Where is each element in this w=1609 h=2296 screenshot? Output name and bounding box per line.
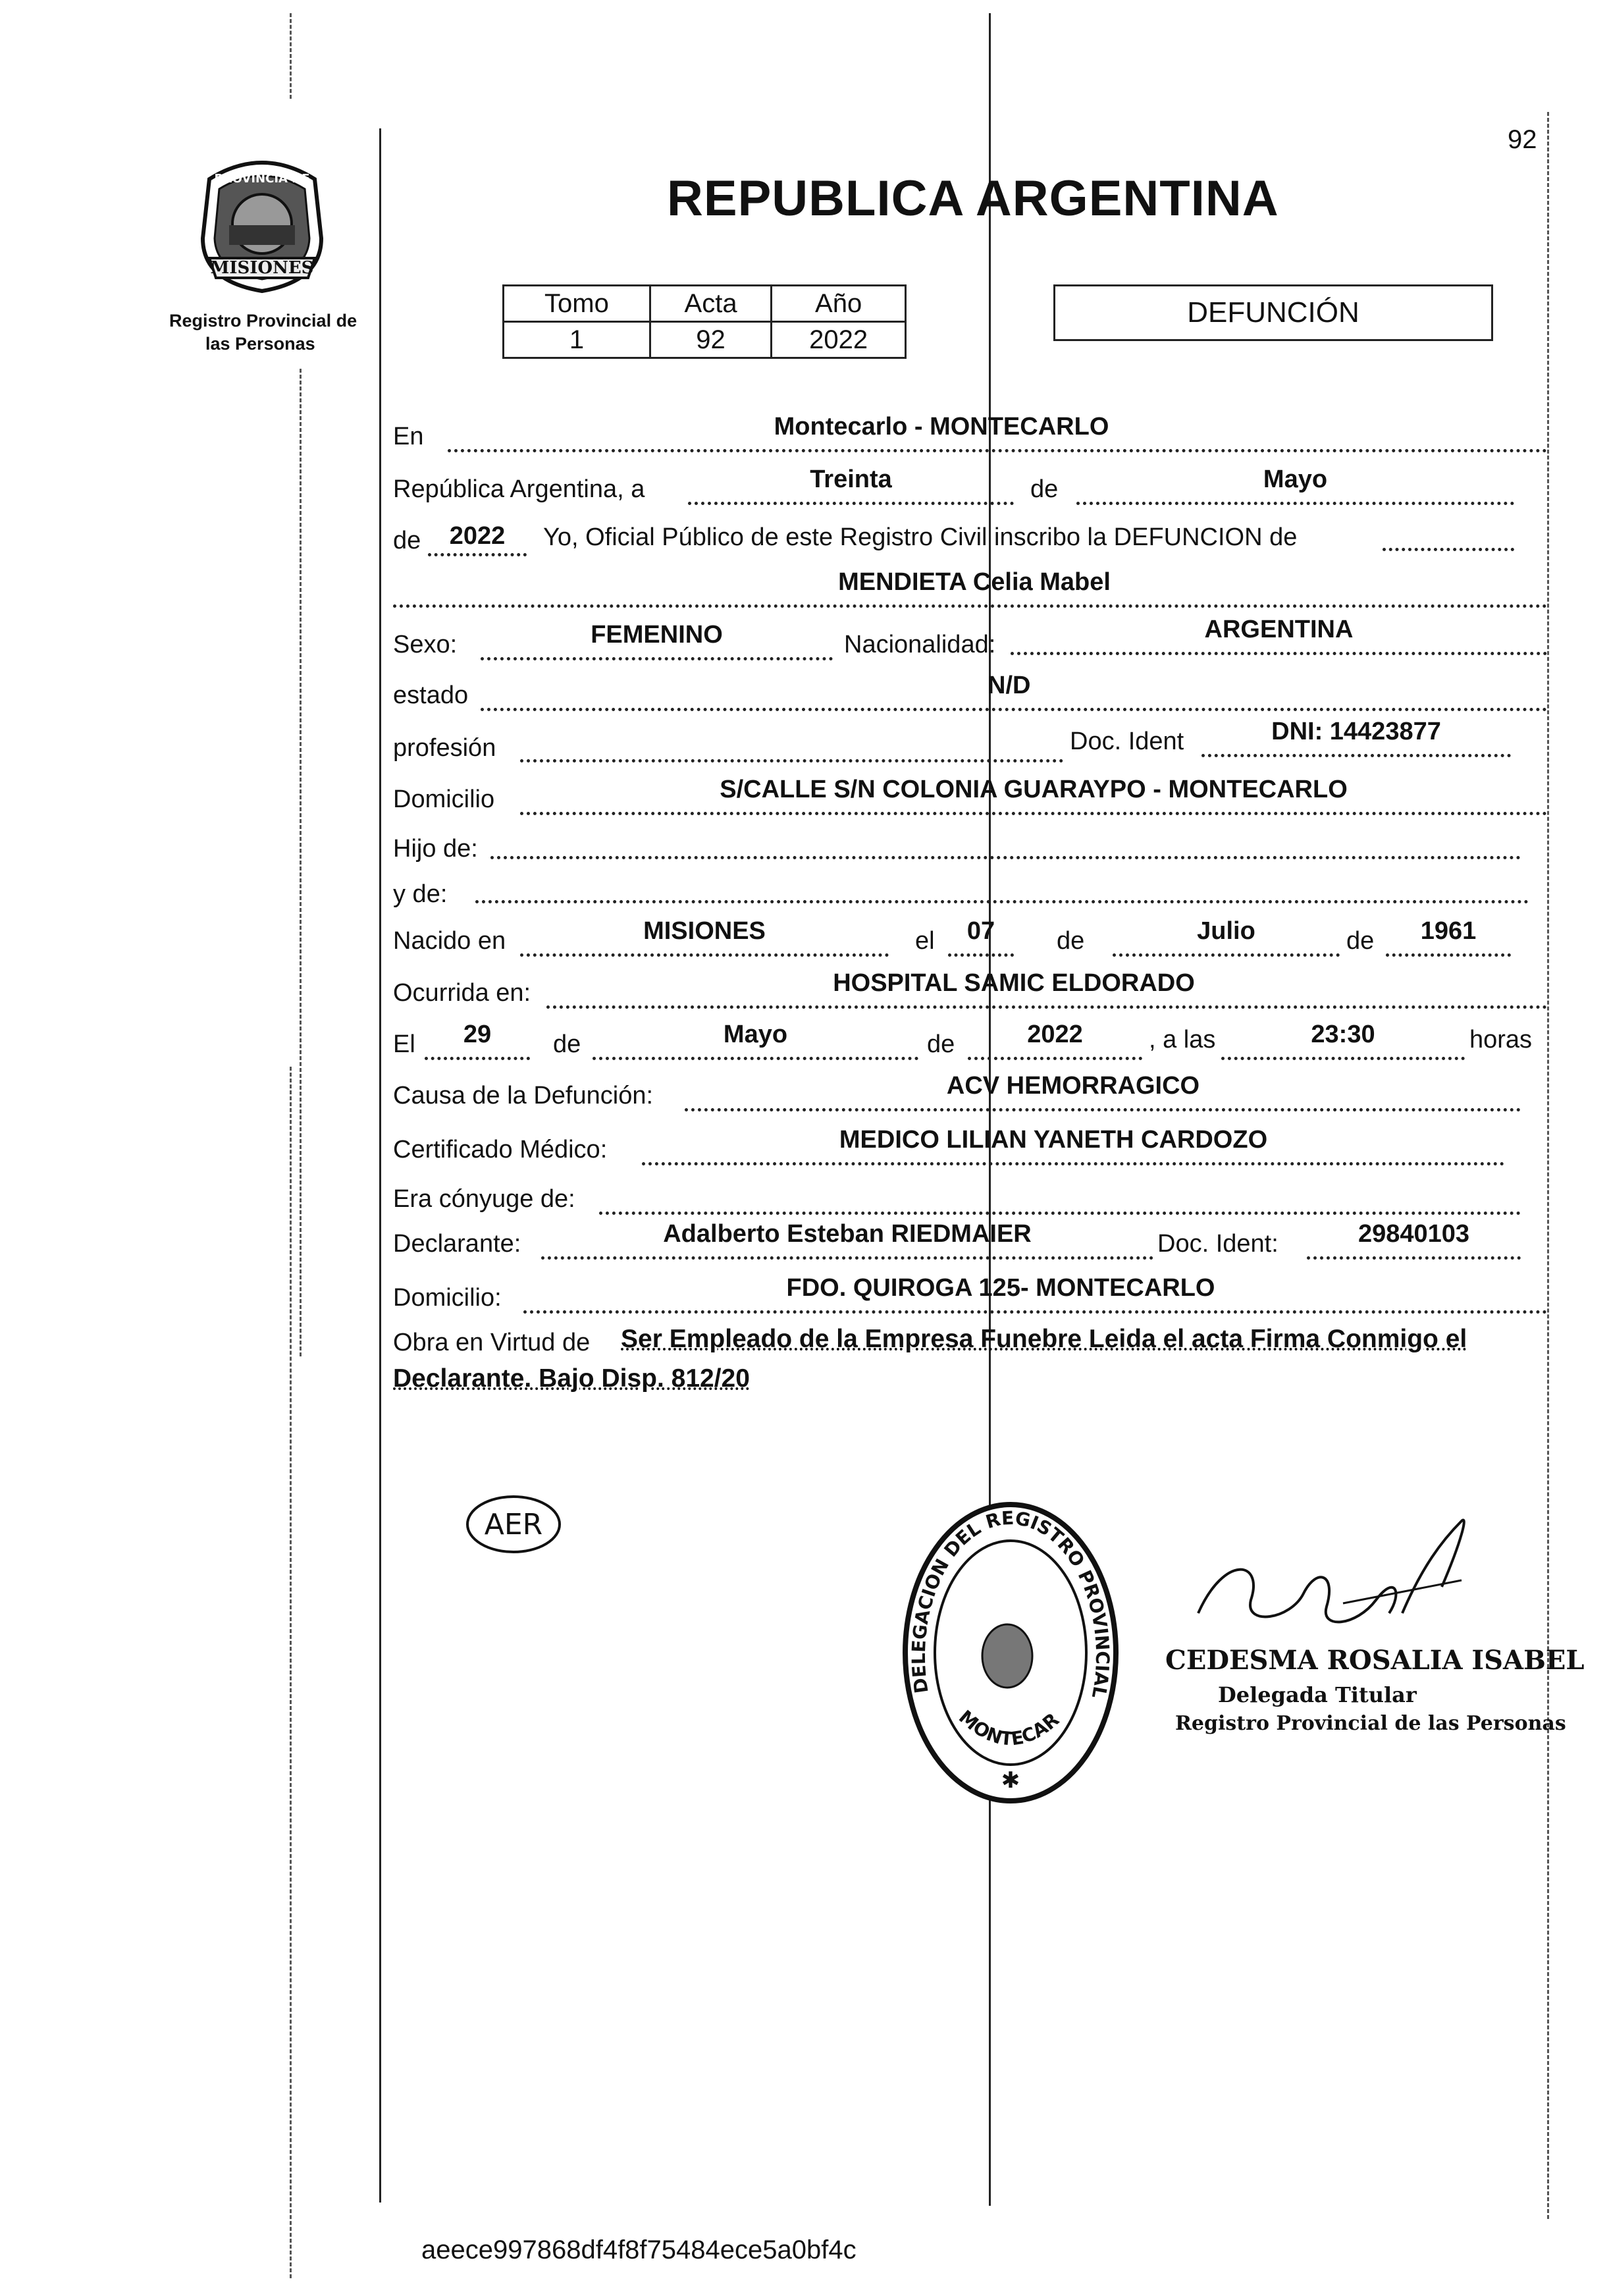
label-domicilio2: Domicilio:: [393, 1284, 502, 1312]
label-conyuge: Era cónyuge de:: [393, 1185, 575, 1213]
label-a-las: , a las: [1149, 1026, 1216, 1054]
registry-label-line1: Registro Provincial de: [169, 311, 357, 331]
value-certificado: MEDICO LILIAN YANETH CARDOZO: [839, 1126, 1268, 1154]
value-muerte-mes: Mayo: [723, 1021, 788, 1048]
value-anio: 2022: [772, 322, 906, 358]
value-domicilio: S/CALLE S/N COLONIA GUARAYPO - MONTECARLO: [720, 776, 1348, 803]
label-domicilio: Domicilio: [393, 786, 495, 813]
svg-text:AER: AER: [484, 1508, 543, 1541]
page-title: REPUBLICA ARGENTINA: [667, 171, 1279, 227]
label-ocurrida-en: Ocurrida en:: [393, 979, 531, 1007]
dots-declarante-doc: [1307, 1256, 1521, 1260]
value-tomo: 1: [504, 322, 650, 358]
initials-mark: [461, 1488, 573, 1561]
value-hora: 23:30: [1311, 1021, 1375, 1048]
value-mes: Mayo: [1263, 466, 1328, 493]
label-doc-ident2: Doc. Ident:: [1157, 1230, 1279, 1258]
value-domicilio2: FDO. QUIROGA 125- MONTECARLO: [786, 1274, 1215, 1302]
left-border-line: [379, 128, 381, 2203]
label-estado: estado: [393, 681, 469, 709]
label-horas: horas: [1469, 1026, 1533, 1054]
dots-domicilio: [520, 812, 1547, 815]
label-declarante: Declarante:: [393, 1230, 521, 1258]
value-estado: N/D: [988, 672, 1031, 699]
value-nacido-anio: 1961: [1420, 917, 1477, 945]
dots-yo-tail: [1383, 548, 1514, 551]
dots-lugar: [448, 449, 1547, 452]
svg-text:MISIONES: MISIONES: [210, 258, 314, 278]
label-republica: República Argentina, a: [393, 475, 645, 503]
value-muerte-dia: 29: [463, 1021, 492, 1048]
dots-declarante: [541, 1256, 1153, 1260]
value-nacionalidad: ARGENTINA: [1204, 616, 1354, 643]
label-de-anio: de: [393, 527, 421, 554]
value-muerte-anio: 2022: [1027, 1021, 1083, 1048]
stamp-line2: Delegada Titular: [1218, 1682, 1417, 1707]
label-el: el: [915, 927, 935, 955]
value-dia: Treinta: [810, 466, 892, 493]
dots-profesion: [520, 759, 1063, 762]
label-causa: Causa de la Defunción:: [393, 1082, 654, 1109]
dots-nacido-anio: [1386, 953, 1511, 957]
value-declarante-doc: 29840103: [1358, 1220, 1470, 1248]
label-obra: Obra en Virtud de: [393, 1329, 591, 1356]
dots-dia: [688, 502, 1014, 505]
value-declarante: Adalberto Esteban RIEDMAIER: [663, 1220, 1032, 1248]
header-acta: Acta: [650, 286, 771, 322]
dots-nacido-lugar: [520, 953, 889, 957]
dots-mes: [1076, 502, 1514, 505]
label-sexo: Sexo:: [393, 631, 458, 658]
dots-doc: [1201, 754, 1511, 757]
dots-domicilio2: [523, 1310, 1547, 1314]
page-number: 92: [1508, 125, 1537, 154]
label-de-nacido-anio: de: [1346, 927, 1375, 955]
label-de-nacido-mes: de: [1057, 927, 1085, 955]
label-nacionalidad: Nacionalidad:: [844, 631, 996, 658]
dots-anio: [428, 553, 527, 556]
registry-label-line2: las Personas: [205, 334, 315, 354]
label-nacido-en: Nacido en: [393, 927, 506, 955]
left-margin-dashes: [290, 13, 292, 99]
dots-hora: [1221, 1057, 1465, 1060]
dots-estado: [481, 708, 1547, 711]
label-de-muerte-anio: de: [927, 1030, 955, 1058]
value-nacido-mes: Julio: [1197, 917, 1255, 945]
label-en: En: [393, 423, 424, 450]
label-y-de: y de:: [393, 880, 448, 908]
label-de-mes: de: [1030, 475, 1059, 503]
signature: [1185, 1514, 1488, 1646]
label-el-cap: El: [393, 1030, 415, 1058]
stamp-line3: Registro Provincial de las Personas: [1175, 1712, 1566, 1735]
dots-ocurrida: [546, 1005, 1547, 1009]
svg-text:MONTECARLO: MONTECAR: [955, 1705, 1064, 1750]
header-anio: Año: [772, 286, 906, 322]
svg-text:PROVINCIA DE: PROVINCIA DE: [214, 172, 310, 186]
value-sexo: FEMENINO: [591, 621, 723, 649]
label-doc-ident: Doc. Ident: [1070, 728, 1184, 755]
right-margin-dashes: [1547, 112, 1549, 2219]
dots-certificado: [642, 1162, 1504, 1165]
left-inner-dashes: [300, 369, 302, 1356]
value-ocurrida: HOSPITAL SAMIC ELDORADO: [833, 969, 1195, 997]
label-de-muerte-mes: de: [553, 1030, 581, 1058]
value-anio: 2022: [449, 522, 506, 550]
label-yo-text: Yo, Oficial Público de este Registro Civil inscribo la DEFUNCION de: [543, 523, 1298, 551]
value-nombre: MENDIETA Celia Mabel: [838, 568, 1111, 596]
record-type-box: [1053, 284, 1493, 341]
value-nacido-lugar: MISIONES: [643, 917, 766, 945]
record-type: DEFUNCIÓN: [1187, 296, 1359, 329]
value-causa: ACV HEMORRAGICO: [946, 1072, 1200, 1100]
dots-sexo: [481, 657, 833, 660]
label-certificado: Certificado Médico:: [393, 1136, 608, 1163]
dots-conyuge: [599, 1212, 1521, 1215]
value-lugar: Montecarlo - MONTECARLO: [774, 413, 1109, 441]
value-obra-line2: Declarante. Bajo Disp. 812/20: [393, 1364, 750, 1393]
dots-y-de: [475, 900, 1529, 903]
dots-nacido-dia: [948, 953, 1014, 957]
header-tomo: Tomo: [504, 286, 650, 322]
dots-nacido-mes: [1113, 953, 1340, 957]
dots-causa: [685, 1108, 1521, 1111]
svg-text:DELEGACION DEL REGISTRO PROVIN: DELEGACION DEL REGISTRO PROVINCIAL: [907, 1507, 1114, 1700]
dots-muerte-anio: [968, 1057, 1142, 1060]
dots-muerte-mes: [593, 1057, 918, 1060]
label-profesion: profesión: [393, 734, 496, 762]
dots-nombre: [393, 604, 1547, 608]
province-logo: [190, 146, 334, 294]
value-doc: DNI: 14423877: [1271, 718, 1441, 745]
dots-hijo-de: [490, 856, 1521, 859]
dots-muerte-dia: [425, 1057, 530, 1060]
value-nacido-dia: 07: [966, 917, 995, 945]
registry-seal: [899, 1495, 1122, 1811]
label-hijo-de: Hijo de:: [393, 835, 478, 863]
left-margin-dashes-lower: [290, 1067, 292, 2278]
value-acta: 92: [650, 322, 771, 358]
stamp-line1: CEDESMA ROSALIA ISABEL: [1165, 1645, 1585, 1676]
record-table: [502, 284, 907, 359]
svg-text:✱: ✱: [1001, 1768, 1020, 1793]
value-obra-line1: Ser Empleado de la Empresa Funebre Leida el acta Firma Conmigo el: [621, 1325, 1467, 1353]
dots-nacionalidad: [1011, 652, 1547, 655]
document-hash: aeece997868df4f8f75484ece5a0bf4c: [421, 2235, 857, 2264]
